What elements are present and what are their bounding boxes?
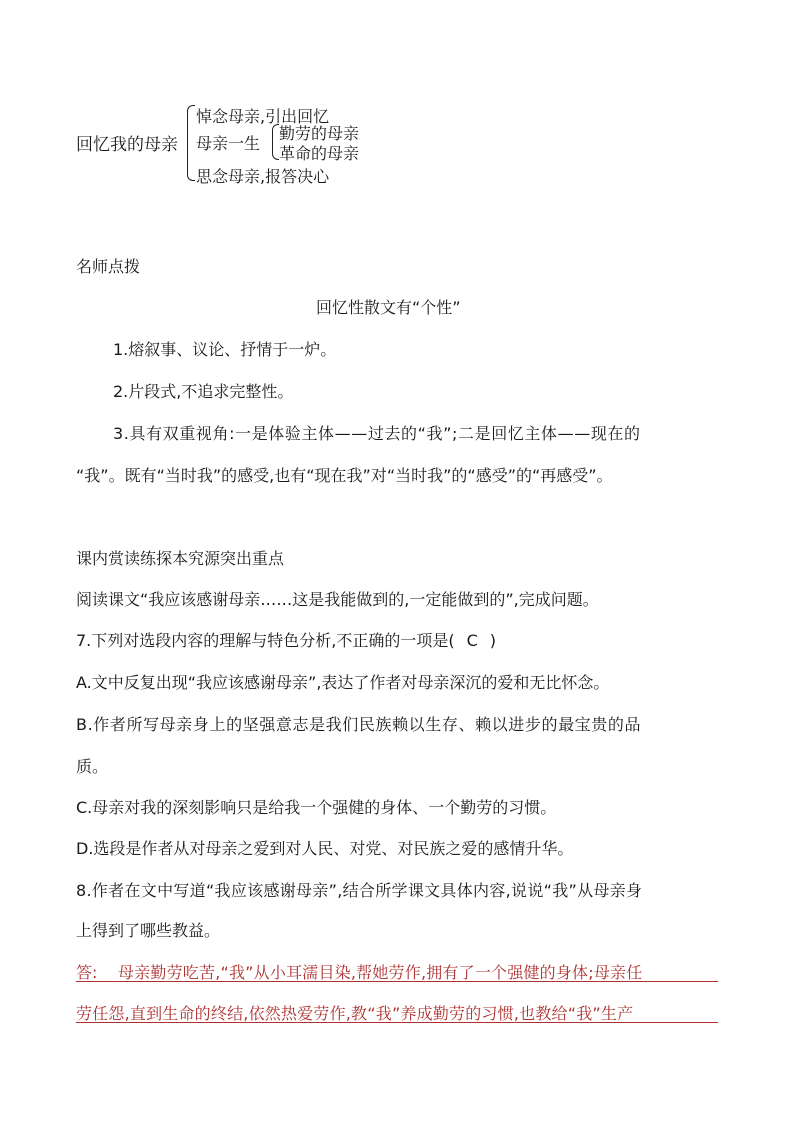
option-c: C.母亲对我的深刻影响只是给我一个强健的身体、一个勤劳的习惯。 [76, 798, 557, 817]
outline-branch-2: 母亲一生 [196, 134, 261, 153]
tips-title: 回忆性散文有“个性” [316, 298, 461, 317]
question-8-stem-cont: 上得到了哪些教益。 [76, 921, 221, 940]
answer-line-1: 母亲勤劳吃苦,“我”从小耳濡目染,帮她劳作,拥有了一个强健的身体;母亲任 [118, 963, 643, 982]
answer-underline-1 [76, 981, 718, 982]
tips-point-3: 3.具有双重视角:一是体验主体——过去的“我”;二是回忆主体——现在的 [113, 424, 641, 443]
question-7-answer: C [466, 631, 478, 650]
outline-brace-main [187, 105, 195, 181]
question-7-close: ) [489, 631, 497, 650]
reading-instruction: 阅读课文“我应该感谢母亲……这是我能做到的,一定能做到的”,完成问题。 [76, 590, 599, 609]
option-b: B.作者所写母亲身上的坚强意志是我们民族赖以生存、赖以进步的最宝贵的品 [76, 715, 642, 734]
option-d: D.选段是作者从对母亲之爱到对人民、对党、对民族之爱的感情升华。 [76, 839, 574, 858]
option-b-cont: 质。 [76, 757, 109, 776]
question-7 [76, 628, 496, 651]
practice-section-heading: 课内赏读练探本究源突出重点 [76, 549, 285, 568]
tips-point-3-cont: “我”。既有“当时我”的感受,也有“现在我”对“当时我”的“感受”的“再感受”。 [76, 466, 613, 485]
outline-brace-sub [272, 124, 279, 160]
question-7-stem: 7.下列对选段内容的理解与特色分析,不正确的一项是( [76, 631, 455, 650]
option-a: A.文中反复出现“我应该感谢母亲”,表达了作者对母亲深沉的爱和无比怀念。 [76, 673, 610, 692]
outline-branch-2-sub-2: 革命的母亲 [279, 144, 360, 163]
question-8-stem: 8.作者在文中写道“我应该感谢母亲”,结合所学课文具体内容,说说“我”从母亲身 [76, 881, 643, 900]
answer-line-2: 劳任怨,直到生命的终结,依然热爱劳作,教“我”养成勤劳的习惯,也教给“我”生产 [76, 1004, 634, 1023]
answer-label: 答: [76, 963, 98, 982]
answer-underline-2 [76, 1022, 718, 1023]
tips-section-heading: 名师点拨 [76, 257, 141, 276]
outline-branch-3: 思念母亲,报答决心 [196, 167, 330, 186]
tips-point-1: 1.熔叙事、议论、抒情于一炉。 [113, 340, 337, 359]
tips-point-2: 2.片段式,不追求完整性。 [113, 382, 294, 401]
outline-branch-1: 悼念母亲,引出回忆 [196, 107, 330, 126]
outline-branch-2-sub-1: 勤劳的母亲 [279, 124, 360, 143]
outline-root: 回忆我的母亲 [76, 135, 178, 155]
